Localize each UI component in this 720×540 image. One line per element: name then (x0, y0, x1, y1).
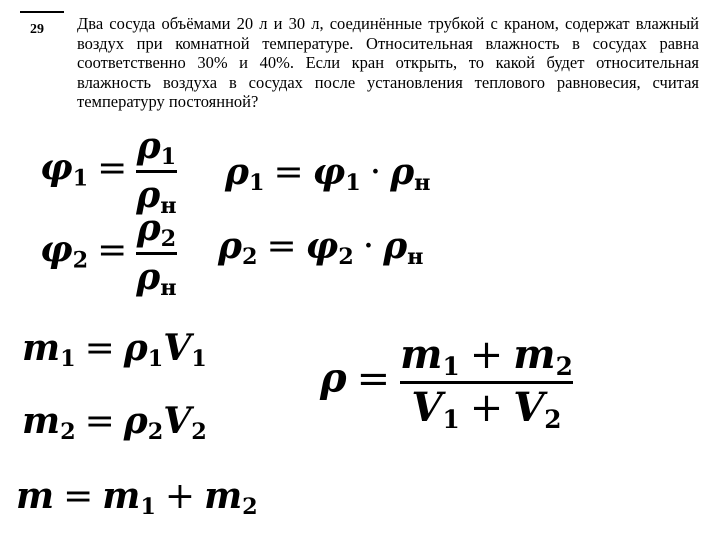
equals-sign: = (84, 328, 115, 369)
subscript: 2 (338, 244, 354, 271)
m-symbol: m (16, 475, 55, 517)
subscript: 1 (345, 170, 361, 197)
equals-sign: = (266, 226, 297, 267)
rho-symbol: ρ (225, 151, 249, 193)
numerator (400, 331, 573, 381)
plus-sign: + (469, 385, 504, 431)
m-symbol: m (400, 331, 443, 378)
m-symbol: m (204, 475, 243, 517)
rho-symbol: ρ (136, 256, 161, 298)
numerator (136, 207, 177, 253)
fraction-bar (136, 252, 176, 255)
subscript: 1 (72, 165, 89, 192)
denominator (411, 384, 562, 434)
plus-sign: + (469, 332, 504, 378)
v-symbol: V (163, 400, 192, 442)
rho-symbol: ρ (320, 354, 347, 402)
saturated-subscript: н (160, 275, 177, 302)
plus-sign: + (164, 476, 196, 517)
formula-total-mass (16, 475, 258, 521)
subscript: 2 (242, 494, 258, 521)
subscript: 1 (147, 346, 164, 373)
problem-text: Два сосуда объёмами 20 л и 30 л, соединённые трубкой с краном, содержат влажный воздух при комнатной температуре. Относительная влажность в сосудах равна соответственно 30% и 40%. Если кран открыть, то какой будет относительная влажность воздуха в сосудах после установления теплового равновесия, считая температуру постоянной? (77, 14, 699, 111)
saturated-subscript: н (414, 170, 431, 197)
subscript: 1 (442, 351, 460, 381)
fraction (136, 125, 177, 220)
problem-number: 29 (30, 22, 44, 37)
subscript: 1 (160, 144, 177, 171)
formula-m1 (22, 327, 207, 373)
equals-sign: = (97, 229, 128, 271)
rho-symbol: ρ (136, 174, 161, 216)
rho-symbol: ρ (123, 327, 148, 369)
fraction (400, 331, 573, 434)
equals-sign: = (356, 355, 391, 402)
formula-density (320, 331, 573, 434)
subscript: 2 (191, 419, 207, 446)
subscript: 2 (160, 226, 177, 253)
formula-phi2-definition (40, 207, 177, 302)
multiply-dot: · (369, 152, 382, 193)
formula-rho1 (225, 151, 431, 197)
subscript: 1 (140, 494, 156, 521)
equals-sign: = (273, 152, 304, 193)
formula-rho2 (218, 225, 424, 271)
fraction (136, 207, 177, 302)
subscript: 2 (60, 419, 76, 446)
m-symbol: m (22, 327, 61, 369)
phi-symbol: φ (305, 225, 339, 267)
subscript: 2 (544, 404, 562, 434)
rho-symbol: ρ (136, 207, 161, 249)
rho-symbol: ρ (136, 125, 161, 167)
subscript: 2 (241, 244, 258, 271)
subscript: 1 (442, 404, 460, 434)
v-symbol: V (163, 327, 192, 369)
subscript: 1 (248, 170, 265, 197)
formula-phi1-definition (40, 125, 177, 220)
phi-symbol: φ (312, 151, 346, 193)
multiply-dot: · (362, 226, 375, 267)
equals-sign: = (84, 401, 115, 442)
formula-m2 (22, 400, 207, 446)
numerator (136, 125, 177, 171)
rho-symbol: ρ (218, 225, 242, 267)
v-symbol: V (513, 384, 545, 431)
equals-sign: = (63, 476, 94, 517)
phi-symbol: φ (40, 146, 73, 189)
phi-symbol: φ (40, 228, 73, 271)
m-symbol: m (102, 475, 141, 517)
rho-symbol: ρ (390, 151, 415, 193)
saturated-subscript: н (407, 244, 424, 271)
v-symbol: V (411, 384, 443, 431)
rho-symbol: ρ (123, 400, 148, 442)
subscript: 2 (147, 419, 164, 446)
m-symbol: m (22, 400, 61, 442)
rho-symbol: ρ (383, 225, 408, 267)
m-symbol: m (513, 331, 556, 378)
subscript: 1 (191, 346, 207, 373)
denominator (136, 256, 177, 302)
fraction-bar (136, 170, 176, 173)
equals-sign: = (97, 147, 128, 189)
top-rule (20, 11, 64, 13)
subscript: 1 (60, 346, 76, 373)
subscript: 2 (72, 247, 89, 274)
saturated-subscript: н (160, 193, 177, 220)
subscript: 2 (555, 351, 573, 381)
